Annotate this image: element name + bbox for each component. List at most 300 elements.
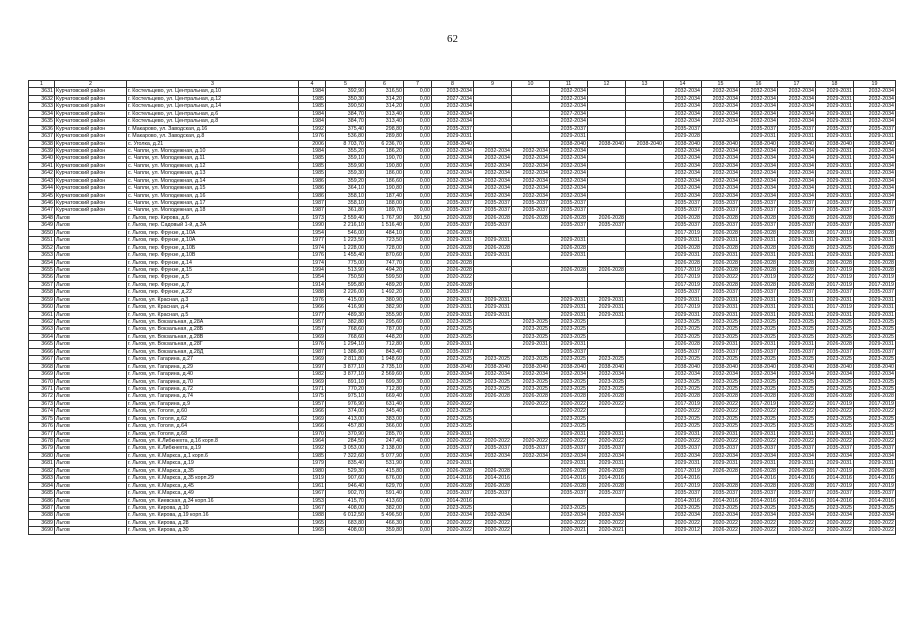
table-cell: 3646	[29, 200, 55, 207]
table-cell: 2032-2034	[664, 170, 702, 177]
table-cell	[512, 125, 550, 132]
table-cell: 2029-2031	[854, 304, 896, 311]
table-cell: Льгов	[55, 475, 127, 482]
table-cell: г. Льгов, ул. Вокзальная, д.28Д	[127, 348, 299, 355]
table-cell: 0,00	[404, 170, 432, 177]
table-cell: 2023-2025	[854, 356, 896, 363]
table-cell: 1914	[299, 281, 326, 288]
table-cell: 0,00	[404, 393, 432, 400]
table-cell: 1987	[299, 200, 326, 207]
table-cell	[474, 504, 512, 511]
table-cell: 2026-2028	[854, 229, 896, 236]
table-cell: 3632	[29, 95, 55, 102]
table-cell: 3672	[29, 393, 55, 400]
table-row	[29, 237, 896, 244]
table-cell: 2035-2037	[816, 348, 854, 355]
table-cell: 0,00	[404, 319, 432, 326]
table-cell: 1957	[299, 326, 326, 333]
table-cell	[626, 475, 664, 482]
table-cell: 2032-2034	[432, 147, 474, 154]
table-cell: 3662	[29, 319, 55, 326]
table-row	[29, 363, 896, 370]
table-cell	[512, 229, 550, 236]
table-cell: 2035-2037	[854, 445, 896, 452]
table-cell	[626, 147, 664, 154]
table-cell: 2026-2028	[740, 393, 778, 400]
table-cell: 2032-2034	[432, 110, 474, 117]
table-cell: г. Костельцево, ул. Центральная, д.8	[127, 118, 299, 125]
table-cell	[626, 423, 664, 430]
table-cell	[626, 333, 664, 340]
table-cell	[626, 363, 664, 370]
table-row	[29, 214, 896, 221]
table-cell	[512, 244, 550, 251]
table-cell: г. Льгов, пер. Фрунзе, д.10А	[127, 229, 299, 236]
table-cell: 413,00	[326, 415, 366, 422]
table-cell: г. Макарово, ул. Заводская, д.8	[127, 133, 299, 140]
table-cell: 1954	[299, 229, 326, 236]
table-cell: 2026-2028	[854, 266, 896, 273]
table-cell	[512, 118, 550, 125]
table-cell: 0,00	[404, 504, 432, 511]
table-row	[29, 229, 896, 236]
table-row	[29, 348, 896, 355]
table-cell: 2023-2025	[702, 415, 740, 422]
table-cell: 2035-2037	[778, 348, 816, 355]
table-cell: 2026-2028	[740, 244, 778, 251]
table-cell	[474, 423, 512, 430]
table-cell: 2035-2037	[854, 490, 896, 497]
table-cell: 3660	[29, 304, 55, 311]
table-cell	[588, 162, 626, 169]
table-cell: 2026-2028	[512, 393, 550, 400]
table-cell: 2032-2034	[664, 110, 702, 117]
table-cell: 0,00	[404, 177, 432, 184]
table-cell: 190,80	[366, 162, 404, 169]
table-cell	[702, 475, 740, 482]
table-cell: 2026-2028	[702, 259, 740, 266]
table-cell: 2032-2034	[474, 162, 512, 169]
table-cell: 2032-2034	[550, 177, 588, 184]
table-cell: 0,00	[404, 252, 432, 259]
table-cell: г. Льгов, ул. Гагарина, д.74	[127, 393, 299, 400]
table-cell: 2023-2025	[664, 415, 702, 422]
table-cell: 2029-2031	[778, 311, 816, 318]
table-cell: 3665	[29, 341, 55, 348]
table-cell: 2029-2031	[854, 296, 896, 303]
table-cell: 2035-2037	[702, 207, 740, 214]
column-header: 14	[664, 81, 702, 88]
table-cell: 599,50	[366, 274, 404, 281]
table-cell: 2035-2037	[664, 207, 702, 214]
table-cell: 186,60	[366, 177, 404, 184]
table-cell: 2023-2025	[816, 415, 854, 422]
table-cell	[626, 88, 664, 95]
table-cell: 2026-2028	[778, 467, 816, 474]
repair-schedule-table	[28, 80, 896, 535]
table-cell: г. Льгов, ул. Кирова, д.28	[127, 519, 299, 526]
table-cell: 2026-2028	[778, 393, 816, 400]
table-row	[29, 341, 896, 348]
table-cell: 1976	[299, 296, 326, 303]
table-cell: 2032-2034	[778, 110, 816, 117]
table-row	[29, 467, 896, 474]
table-cell: Льгов	[55, 378, 127, 385]
table-cell	[626, 222, 664, 229]
table-cell: 2020-2022	[778, 519, 816, 526]
table-cell	[626, 207, 664, 214]
table-cell: 2023-2025	[664, 385, 702, 392]
table-cell: 2029-2031	[740, 460, 778, 467]
table-cell: 2035-2037	[432, 222, 474, 229]
table-cell: Курчатовский район	[55, 133, 127, 140]
table-cell: 2035-2037	[588, 445, 626, 452]
table-cell: 2029-2031	[432, 252, 474, 259]
table-cell: 2032-2034	[740, 95, 778, 102]
table-cell: Льгов	[55, 393, 127, 400]
table-cell: 2020-2022	[664, 519, 702, 526]
table-cell	[512, 490, 550, 497]
table-cell: 0,00	[404, 237, 432, 244]
column-header: 15	[702, 81, 740, 88]
table-cell	[588, 118, 626, 125]
column-header: 7	[404, 81, 432, 88]
table-cell: 448,20	[366, 333, 404, 340]
table-cell: 415,70	[326, 497, 366, 504]
table-cell: 2035-2037	[740, 289, 778, 296]
table-cell: Льгов	[55, 252, 127, 259]
table-cell	[588, 415, 626, 422]
table-cell: Льгов	[55, 519, 127, 526]
table-cell: 1977	[299, 311, 326, 318]
table-cell: 0,00	[404, 274, 432, 281]
table-cell	[588, 103, 626, 110]
table-cell: 1964	[299, 438, 326, 445]
table-cell: 1985	[299, 103, 326, 110]
table-cell: 0,00	[404, 445, 432, 452]
table-cell: Курчатовский район	[55, 110, 127, 117]
table-cell: 2026-2028	[474, 214, 512, 221]
table-cell: г. Льгов, пер. Фрунзе, д.5	[127, 274, 299, 281]
table-cell: Льгов	[55, 296, 127, 303]
table-cell: 3654	[29, 259, 55, 266]
table-cell: г. Льгов, ул. Гагарина, д.72	[127, 385, 299, 392]
table-cell	[512, 467, 550, 474]
table-cell: Льгов	[55, 259, 127, 266]
table-cell: Льгов	[55, 482, 127, 489]
table-cell: 2029-2031	[740, 341, 778, 348]
table-cell: 2029-2031	[778, 133, 816, 140]
table-cell: 457,80	[326, 423, 366, 430]
table-cell: 1 228,00	[326, 244, 366, 251]
table-cell: 188,00	[366, 200, 404, 207]
table-cell: 2026-2028	[588, 393, 626, 400]
table-cell: 1979	[299, 460, 326, 467]
table-cell: 2032-2034	[778, 147, 816, 154]
table-cell	[512, 304, 550, 311]
table-cell: 2032-2034	[854, 177, 896, 184]
table-cell: 1985	[299, 155, 326, 162]
table-cell: 3689	[29, 519, 55, 526]
table-cell: 408,00	[326, 527, 366, 534]
table-cell: 2026-2028	[550, 266, 588, 273]
column-header: 19	[854, 81, 896, 88]
table-cell: 2032-2034	[432, 118, 474, 125]
table-cell: г. Льгов, пер. Фрунзе, д.15	[127, 266, 299, 273]
table-cell: 0,00	[404, 110, 432, 117]
table-cell: 1966	[299, 304, 326, 311]
table-cell	[626, 348, 664, 355]
table-cell: 2023-2025	[778, 356, 816, 363]
table-cell: 2020-2021	[588, 527, 626, 534]
table-cell: 2023-2025	[778, 326, 816, 333]
table-cell: 2032-2034	[664, 185, 702, 192]
table-cell: г. Льгов, ул. К.Либкнехта, д.16 корп.8	[127, 438, 299, 445]
table-cell	[626, 519, 664, 526]
table-cell	[588, 155, 626, 162]
table-cell: 2029-2031	[702, 237, 740, 244]
table-cell: 2035-2037	[432, 348, 474, 355]
table-cell	[626, 408, 664, 415]
table-cell: 2026-2028	[816, 393, 854, 400]
table-cell: 2038-2040	[740, 363, 778, 370]
table-cell: 3687	[29, 504, 55, 511]
table-cell: 2014-2016	[778, 475, 816, 482]
table-cell	[512, 482, 550, 489]
table-cell: 484,10	[366, 229, 404, 236]
table-cell	[626, 252, 664, 259]
column-header: 18	[816, 81, 854, 88]
table-cell	[474, 408, 512, 415]
table-cell: 2035-2037	[778, 289, 816, 296]
table-cell: 1990	[299, 222, 326, 229]
table-cell: 2032-2034	[474, 147, 512, 154]
table-cell: 975,10	[326, 393, 366, 400]
table-cell: Льгов	[55, 452, 127, 459]
table-cell: Льгов	[55, 229, 127, 236]
table-cell: 2035-2037	[854, 348, 896, 355]
table-cell: 2029-2031	[664, 311, 702, 318]
table-cell: 2029-2031	[740, 252, 778, 259]
table-cell: 2032-2034	[664, 88, 702, 95]
table-cell: 0,00	[404, 95, 432, 102]
table-cell: Льгов	[55, 408, 127, 415]
table-cell: 2035-2037	[550, 200, 588, 207]
table-cell	[512, 512, 550, 519]
table-cell: 2017-2019	[854, 281, 896, 288]
table-cell: 2023-2025	[474, 356, 512, 363]
table-cell: 2026-2028	[432, 482, 474, 489]
table-cell: 0,00	[404, 192, 432, 199]
table-cell: 2017-2019	[664, 304, 702, 311]
table-cell: 2032-2034	[550, 103, 588, 110]
table-cell	[626, 95, 664, 102]
table-cell: 415,80	[366, 467, 404, 474]
table-cell	[512, 408, 550, 415]
table-cell: г. Льгов, ул. К.Маркса, д.19	[127, 460, 299, 467]
table-cell: 2035-2037	[816, 445, 854, 452]
table-cell: 0,00	[404, 519, 432, 526]
table-row	[29, 296, 896, 303]
table-cell: 2029-2031	[432, 460, 474, 467]
table-cell	[512, 274, 550, 281]
table-cell	[588, 133, 626, 140]
table-cell: 2023-2025	[432, 504, 474, 511]
table-cell	[474, 133, 512, 140]
table-cell: 2029-2031	[854, 252, 896, 259]
table-cell: Льгов	[55, 385, 127, 392]
table-cell: г. Льгов, ул. Гагарина, д.27	[127, 356, 299, 363]
table-cell: 2029-2031	[816, 430, 854, 437]
table-cell: 2029-2031	[816, 192, 854, 199]
table-cell: г. Костельцево, ул. Центральная, д.12	[127, 95, 299, 102]
table-cell: 489,20	[366, 281, 404, 288]
table-cell: 3669	[29, 371, 55, 378]
table-cell: с. Чапли, ул. Молодежная, д.12	[127, 162, 299, 169]
table-cell	[588, 177, 626, 184]
table-cell	[588, 170, 626, 177]
table-cell: 2032-2034	[512, 192, 550, 199]
table-cell	[626, 393, 664, 400]
table-cell: Льгов	[55, 423, 127, 430]
table-cell: 768,60	[326, 326, 366, 333]
table-cell: 2023-2025	[432, 423, 474, 430]
table-body	[29, 88, 896, 534]
table-cell: с. Чапли, ул. Молодежная, д.13	[127, 170, 299, 177]
table-cell: Курчатовский район	[55, 95, 127, 102]
table-cell: 1970	[299, 430, 326, 437]
table-cell: 1966	[299, 408, 326, 415]
table-cell: 2035-2037	[550, 125, 588, 132]
table-cell: 2032-2034	[816, 371, 854, 378]
table-cell: г. Льгов, ул. К.Маркса, д.35 корп.29	[127, 475, 299, 482]
table-cell: г. Льгов, пер. Фрунзе, д.10Б	[127, 244, 299, 251]
table-cell: 2026-2028	[816, 214, 854, 221]
table-cell	[512, 430, 550, 437]
table-cell: 2023-2025	[854, 326, 896, 333]
table-cell: 2023-2025	[702, 326, 740, 333]
table-cell: 358,10	[326, 192, 366, 199]
table-cell: 2029-2031	[816, 162, 854, 169]
table-cell: 2026-2028	[474, 393, 512, 400]
table-cell: 2026-2028	[702, 266, 740, 273]
table-cell: 2032-2034	[512, 185, 550, 192]
table-cell: 2023-2025	[778, 385, 816, 392]
table-row	[29, 490, 896, 497]
table-cell: 2032-2034	[474, 170, 512, 177]
table-cell: г. Льгов, ул. К.Либкнехта, д.19	[127, 445, 299, 452]
table-cell: 3674	[29, 408, 55, 415]
table-row	[29, 88, 896, 95]
table-cell: 1986	[299, 192, 326, 199]
table-cell: 2029-2031	[702, 304, 740, 311]
table-cell: 380,90	[366, 296, 404, 303]
table-cell: 2026-2028	[702, 482, 740, 489]
table-cell: 2032-2034	[778, 103, 816, 110]
table-cell: 1980	[299, 467, 326, 474]
table-cell: 2035-2037	[702, 348, 740, 355]
table-cell: 2 735,10	[366, 363, 404, 370]
table-cell: 2023-2025	[702, 319, 740, 326]
table-cell: 2032-2034	[778, 95, 816, 102]
table-cell: 2020-2028	[432, 214, 474, 221]
table-cell: 2023-2025	[664, 326, 702, 333]
table-cell: 0,00	[404, 266, 432, 273]
table-row	[29, 497, 896, 504]
table-cell: 2026-2028	[702, 229, 740, 236]
table-cell: 3653	[29, 252, 55, 259]
table-cell: 2032-2034	[854, 170, 896, 177]
table-cell: Курчатовский район	[55, 192, 127, 199]
table-cell: 1984	[299, 118, 326, 125]
table-cell: 2032-2034	[778, 512, 816, 519]
table-cell: 2035-2037	[664, 289, 702, 296]
table-cell: 2023-2025	[816, 378, 854, 385]
table-cell: 2023-2025	[778, 333, 816, 340]
table-cell: 2017-2019	[816, 400, 854, 407]
table-cell: 1957	[299, 319, 326, 326]
table-cell: 2029-2031	[474, 296, 512, 303]
table-cell: 2020-2022	[816, 527, 854, 534]
table-cell: 2032-2034	[550, 192, 588, 199]
table-cell: 2032-2034	[588, 512, 626, 519]
table-cell: 2020-2022	[854, 519, 896, 526]
table-cell: г. Льгов, пер. Фрунзе, д.14	[127, 259, 299, 266]
table-cell: 2032-2034	[702, 185, 740, 192]
table-cell: 3688	[29, 512, 55, 519]
table-cell: 370,90	[326, 430, 366, 437]
table-row	[29, 244, 896, 251]
table-cell: 2014-2016	[432, 497, 474, 504]
table-cell: 2029-2031	[474, 252, 512, 259]
table-cell: 0,00	[404, 341, 432, 348]
table-cell: 2026-2028	[778, 229, 816, 236]
table-cell: 2029-2031	[816, 133, 854, 140]
table-cell: 2035-2037	[702, 222, 740, 229]
table-cell	[626, 125, 664, 132]
table-cell: 2035-2037	[432, 490, 474, 497]
table-cell: 2023-2025	[432, 333, 474, 340]
table-cell: 2035-2037	[816, 125, 854, 132]
table-cell	[512, 95, 550, 102]
table-cell	[626, 378, 664, 385]
table-cell: Льгов	[55, 497, 127, 504]
table-cell: 2029-2031	[432, 296, 474, 303]
table-cell	[588, 110, 626, 117]
table-cell: 2032-2034	[550, 118, 588, 125]
table-cell: 3666	[29, 348, 55, 355]
table-cell: 2020-2022	[550, 400, 588, 407]
table-cell: 2014-2016	[816, 497, 854, 504]
table-cell	[474, 497, 512, 504]
table-cell	[626, 326, 664, 333]
table-cell: Льгов	[55, 348, 127, 355]
table-row	[29, 222, 896, 229]
table-cell: 2026-2028	[432, 281, 474, 288]
table-cell: 2032-2034	[474, 185, 512, 192]
table-cell: 375,40	[326, 125, 366, 132]
table-cell: 2026-2028	[740, 281, 778, 288]
table-cell: 364,10	[326, 185, 366, 192]
table-cell: 2032-2034	[664, 95, 702, 102]
table-cell	[474, 326, 512, 333]
table-cell: 1994	[299, 266, 326, 273]
table-cell: 2032-2034	[432, 177, 474, 184]
table-cell: 0,00	[404, 497, 432, 504]
table-row	[29, 304, 896, 311]
table-cell: 2023-2025	[778, 378, 816, 385]
table-cell: 2017-2019	[816, 266, 854, 273]
